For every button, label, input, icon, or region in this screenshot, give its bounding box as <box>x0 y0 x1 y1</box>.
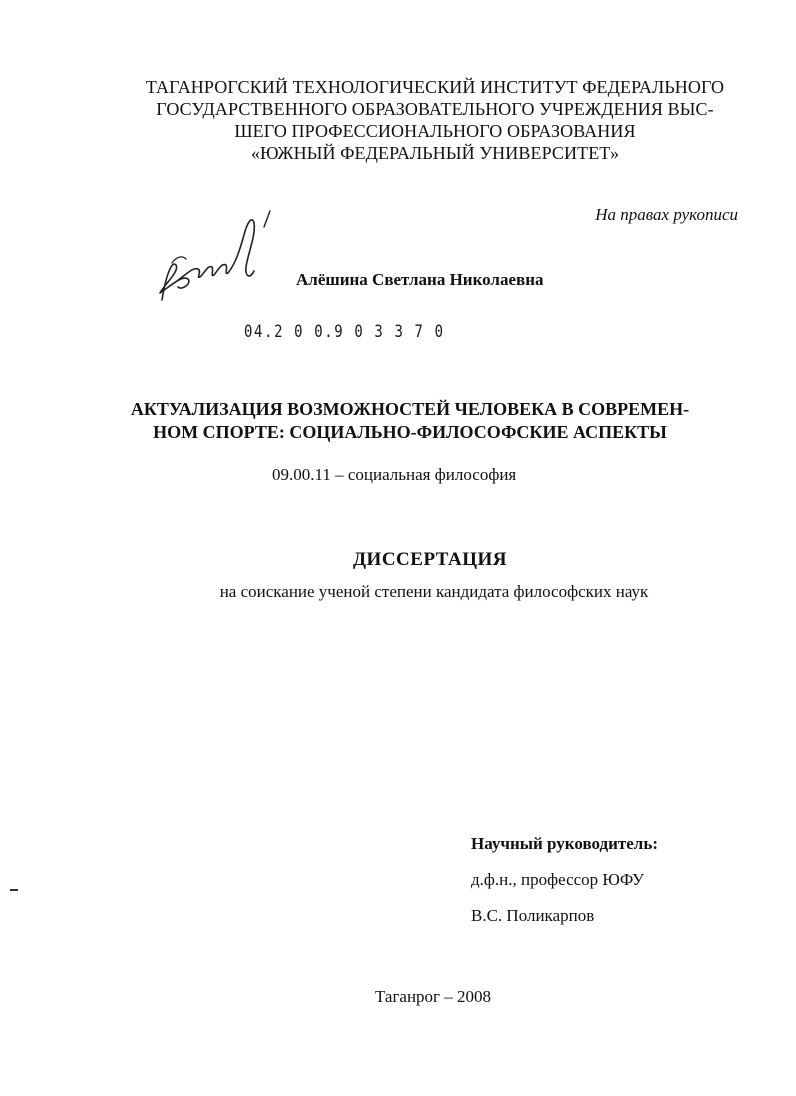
institution-line: ТАГАНРОГСКИЙ ТЕХНОЛОГИЧЕСКИЙ ИНСТИТУТ ФЕДЕРАЛЬНОГО <box>145 77 725 97</box>
institution-line: «ЮЖНЫЙ ФЕДЕРАЛЬНЫЙ УНИВЕРСИТЕТ» <box>250 143 620 163</box>
specialty-code: 09.00.11 – социальная философия <box>272 465 517 484</box>
scientific-advisor <box>471 826 658 934</box>
advisor-name: В.С. Поликарпов <box>471 906 595 925</box>
degree-statement: на соискание ученой степени кандидата философских наук <box>219 582 649 601</box>
margin-mark <box>10 889 18 891</box>
registration-number: 04.2 0 0.9 0 3 3 7 0 <box>244 322 445 342</box>
title-line: НОМ СПОРТЕ: СОЦИАЛЬНО-ФИЛОСОФСКИЕ АСПЕКТЫ <box>153 422 667 442</box>
institution-line: ГОСУДАРСТВЕННОГО ОБРАЗОВАТЕЛЬНОГО УЧРЕЖДЕНИЯ ВЫС- <box>156 99 714 119</box>
handwritten-signature-icon <box>152 205 282 310</box>
advisor-credentials: д.ф.н., профессор ЮФУ <box>471 870 645 889</box>
institution-name <box>100 76 770 164</box>
advisor-label: Научный руководитель: <box>471 834 658 853</box>
dissertation-title <box>60 398 760 444</box>
title-line: АКТУАЛИЗАЦИЯ ВОЗМОЖНОСТЕЙ ЧЕЛОВЕКА В СОВРЕМЕН- <box>130 399 690 419</box>
document-type: ДИССЕРТАЦИЯ <box>352 549 508 570</box>
author-name: Алёшина Светлана Николаевна <box>296 270 544 289</box>
manuscript-rights-note: На правах рукописи <box>595 205 738 224</box>
city-year: Таганрог – 2008 <box>374 987 492 1006</box>
institution-line: ШЕГО ПРОФЕССИОНАЛЬНОГО ОБРАЗОВАНИЯ <box>234 121 636 141</box>
